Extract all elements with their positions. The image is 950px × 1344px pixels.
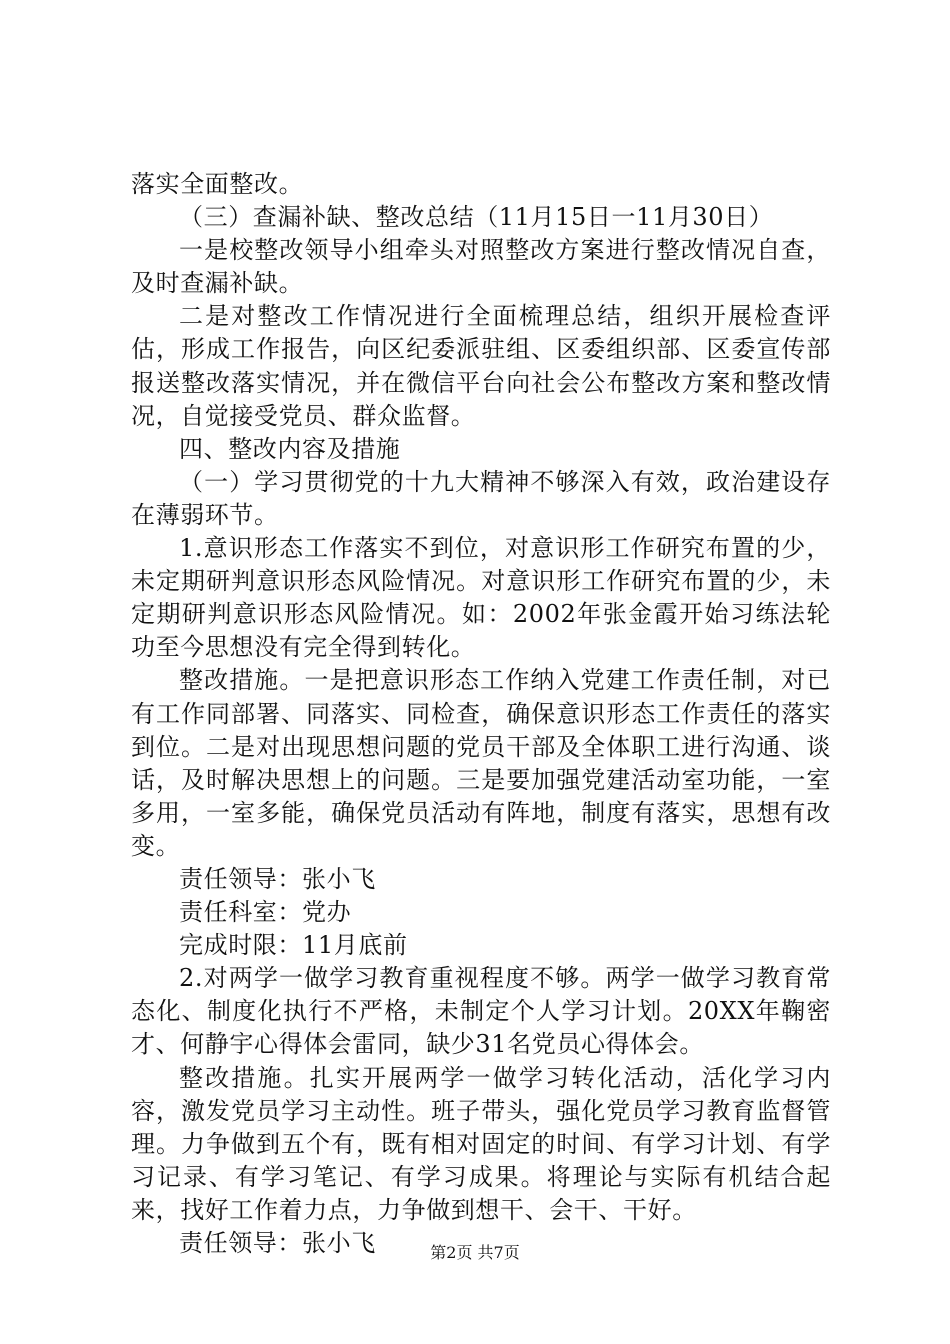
- paragraph-continuation: 落实全面整改。: [131, 170, 304, 198]
- paragraph-self-check: 一是校整改领导小组牵头对照整改方案进行整改情况自查，及时查漏补缺。: [131, 236, 831, 298]
- measures-item-2: 整改措施。扎实开展两学一做学习转化活动，活化学习内容，激发党员学习主动性。班子带头，强化党员学习教育监督管理。力争做到五个有，既有相对固定的时间、有学习计划、有学习记录、有学习笔记、有学习成果。将理论与实际有机结合起来，找好工作着力点，力争做到想干、会干、干好。: [131, 1063, 831, 1224]
- page-number-footer: 第2页 共7页: [430, 1243, 520, 1262]
- responsible-office-1: 责任科室：党办: [179, 898, 352, 927]
- responsible-leader-1: 责任领导：张小飞: [179, 864, 376, 893]
- document-body: [131, 168, 831, 1260]
- deadline-1: 完成时限：11月底前: [179, 931, 408, 960]
- measures-item-1: 整改措施。一是把意识形态工作纳入党建工作责任制，对已有工作同部署、同落实、同检查，确保意识形态工作责任的落实到位。二是对出现思想问题的党员干部及全体职工进行沟通、谈话，及时解决思想上的问题。三是要加强党建活动室功能，一室多用，一室多能，确保党员活动有阵地，制度有落实，思想有改变。: [131, 666, 831, 860]
- section-heading-phase-three: （三）查漏补缺、整改总结（11月15日一11月30日）: [179, 203, 774, 232]
- paragraph-summary-report: 二是对整改工作情况进行全面梳理总结，组织开展检查评估，形成工作报告，向区纪委派驻组、区委组织部、区委宣传部报送整改落实情况，并在微信平台向社会公布整改方案和整改情况，自觉接受党员、群众监督。: [131, 302, 831, 430]
- responsible-leader-2: 责任领导：张小飞: [179, 1229, 376, 1257]
- subsection-heading-one: （一）学习贯彻党的十九大精神不够深入有效，政治建设存在薄弱环节。: [131, 467, 831, 529]
- section-heading-content-measures: 四、整改内容及措施: [179, 434, 401, 463]
- issue-item-2: 2.对两学一做学习教育重视程度不够。两学一做学习教育常态化、制度化执行不严格，未制定个人学习计划。20XX年鞠密才、何静宇心得体会雷同，缺少31名党员心得体会。: [131, 964, 831, 1059]
- issue-item-1: 1.意识形态工作落实不到位，对意识形工作研究布置的少，未定期研判意识形态风险情况。对意识形工作研究布置的少，未定期研判意识形态风险情况。如：2002年张金霞开始习练法轮功至今思想没有完全得到转化。: [131, 534, 831, 662]
